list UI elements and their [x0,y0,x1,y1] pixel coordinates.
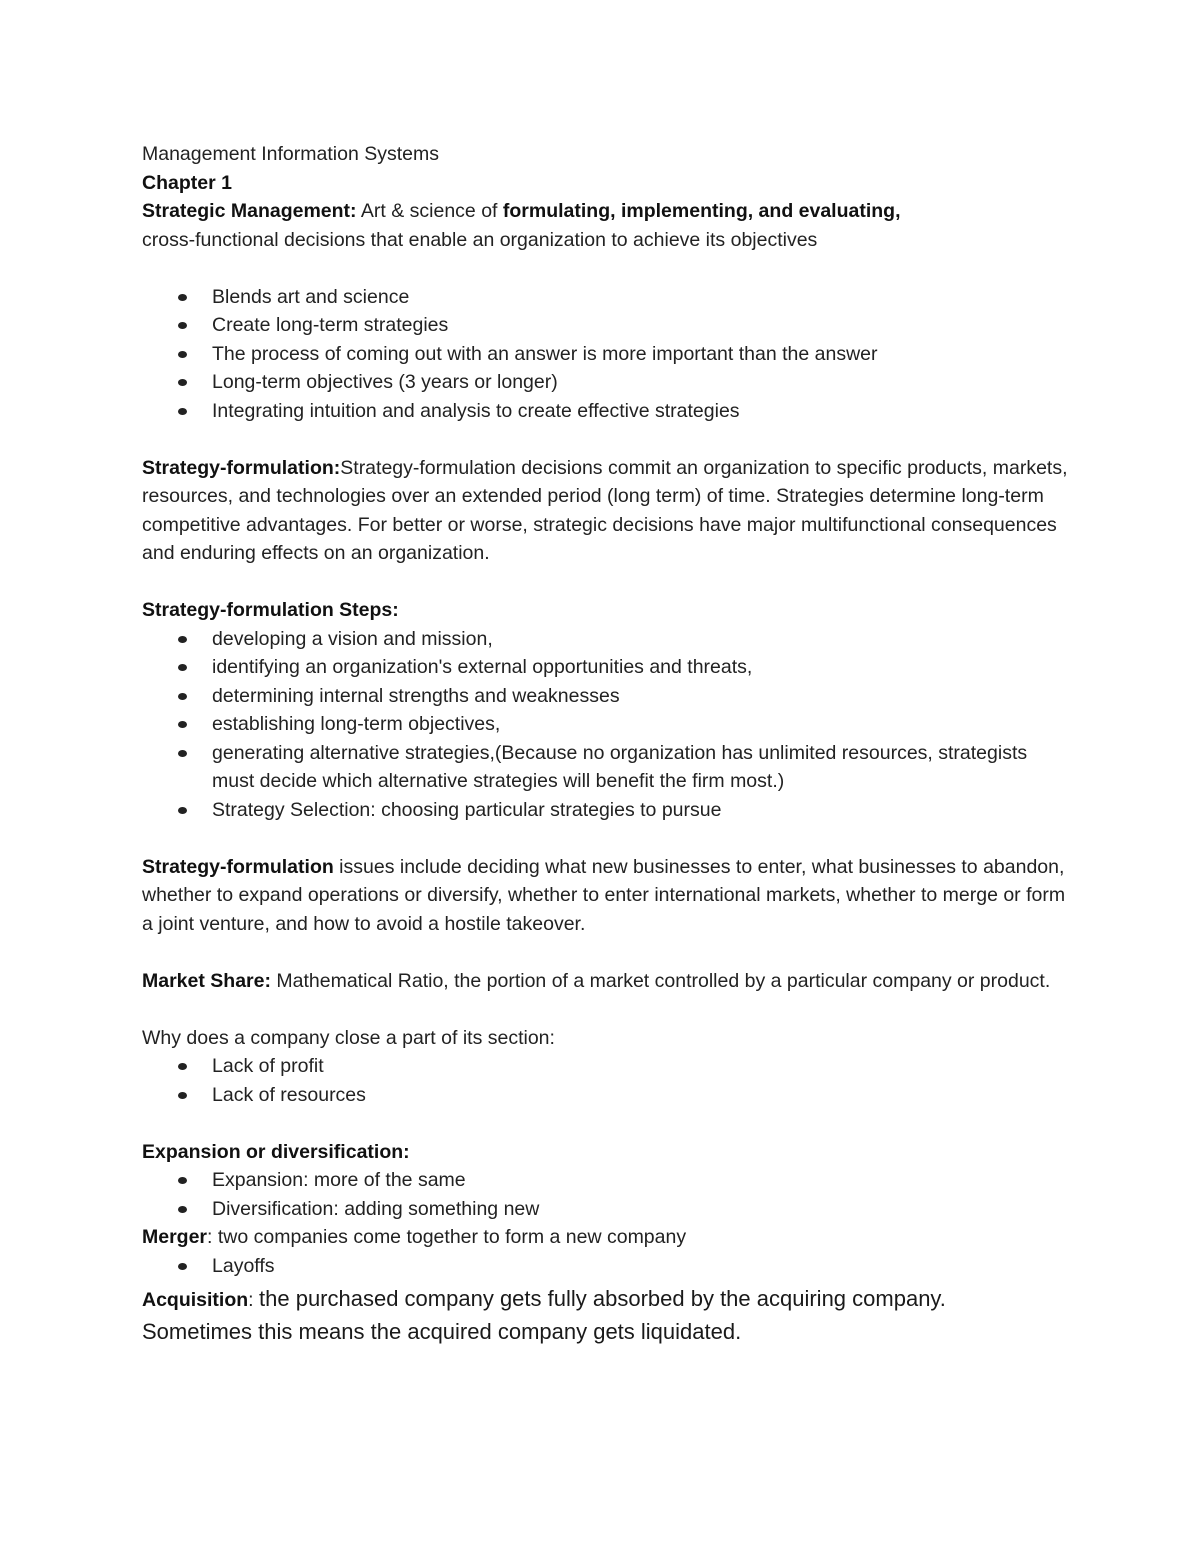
list-item: Layoffs [212,1252,1072,1281]
list-item: Strategy Selection: choosing particular strategies to pursue [212,796,1072,825]
strategy-formulation-term: Strategy-formulation: [142,456,341,479]
list-item: The process of coming out with an answer is more important than the answer [212,340,1072,369]
acquisition-paragraph [142,1282,1072,1315]
list-item: Create long-term strategies [212,311,1072,340]
merger-term: Merger [142,1226,208,1248]
list-item: Lack of profit [212,1052,1072,1081]
bullet-icon [178,1206,187,1213]
merger-list [142,1252,1072,1281]
bullet-icon [178,294,187,301]
strategic-management-text-a: Art & science of [356,200,503,222]
bullet-icon [178,1263,187,1270]
strategy-formulation-paragraph [142,454,1072,568]
formulation-issues-text: issues include deciding what new businesses to enter, what businesses to abandon, whether to expand operations or diversify, whether to enter international markets, whether to merge or form a joint venture, and how to avoid a hostile takeover. [142,855,1066,935]
bullet-icon [178,322,187,329]
acquisition-text-c: Sometimes this means the acquired company gets liquidated. [142,1319,742,1344]
bullet-icon [178,1063,187,1070]
bullet-icon [178,379,187,386]
acquisition-text-a: : [248,1289,260,1311]
list-item: identifying an organization's external opportunities and threats, [212,653,1072,682]
bullet-icon [178,807,187,814]
acquisition-term: Acquisition [142,1289,249,1311]
bullet-icon [178,750,187,757]
list-item: Long-term objectives (3 years or longer) [212,368,1072,397]
bullet-icon [178,721,187,728]
strategic-management-text-b: cross-functional decisions that enable an organization to achieve its objectives [142,228,818,251]
merger-paragraph [142,1223,1072,1252]
list-item: establishing long-term objectives, [212,710,1072,739]
market-share-text: Mathematical Ratio, the portion of a market controlled by a particular company or product. [270,969,1051,992]
list-item: Expansion: more of the same [212,1166,1072,1195]
formulation-steps-heading: Strategy-formulation Steps: [142,599,399,621]
formulation-steps-list [142,625,1072,825]
merger-text: : two companies come together to form a new company [207,1226,687,1248]
bullet-icon [178,636,187,643]
document-title: Management Information Systems [142,143,439,165]
chapter-heading: Chapter 1 [142,171,232,194]
strategic-management-definition [142,197,1072,254]
bullet-icon [178,1177,187,1184]
bullet-icon [178,351,187,358]
bullet-icon [178,693,187,700]
formulation-issues-term: Strategy-formulation [142,855,334,878]
close-section-question: Why does a company close a part of its section: [142,1026,555,1049]
market-share-term: Market Share: [142,969,271,992]
list-item: Blends art and science [212,283,1072,312]
strategic-management-bold-phrase: formulating, implementing, and evaluating, [502,200,901,222]
bullet-icon [178,1092,187,1099]
formulation-issues-paragraph [142,853,1072,939]
bullet-icon [178,408,187,415]
list-item: generating alternative strategies,(Because no organization has unlimited resources, strategists must decide which alternative strategies will benefit the firm most.) [212,739,1072,796]
list-item: Lack of resources [212,1081,1072,1110]
market-share-paragraph [142,967,1072,996]
bullet-icon [178,664,187,671]
strategic-management-list [142,283,1072,426]
list-item: developing a vision and mission, [212,625,1072,654]
list-item: Integrating intuition and analysis to create effective strategies [212,397,1072,426]
strategy-formulation-text: Strategy-formulation decisions commit an organization to specific products, markets, resources, and technologies over an extended period (long term) of time. Strategies determine long-term competitive advantages. For better or worse, strategic decisions have major multifunctional consequences and enduring effects on an organization. [142,456,1068,564]
list-item: determining internal strengths and weaknesses [212,682,1072,711]
close-section-list [142,1052,1072,1109]
document-page [142,140,1072,1348]
list-item: Diversification: adding something new [212,1195,1072,1224]
acquisition-text-b: the purchased company gets fully absorbed by the acquiring company. [259,1286,946,1311]
strategic-management-term: Strategic Management: [142,200,357,222]
expansion-list [142,1166,1072,1223]
expansion-heading: Expansion or diversification: [142,1140,410,1163]
